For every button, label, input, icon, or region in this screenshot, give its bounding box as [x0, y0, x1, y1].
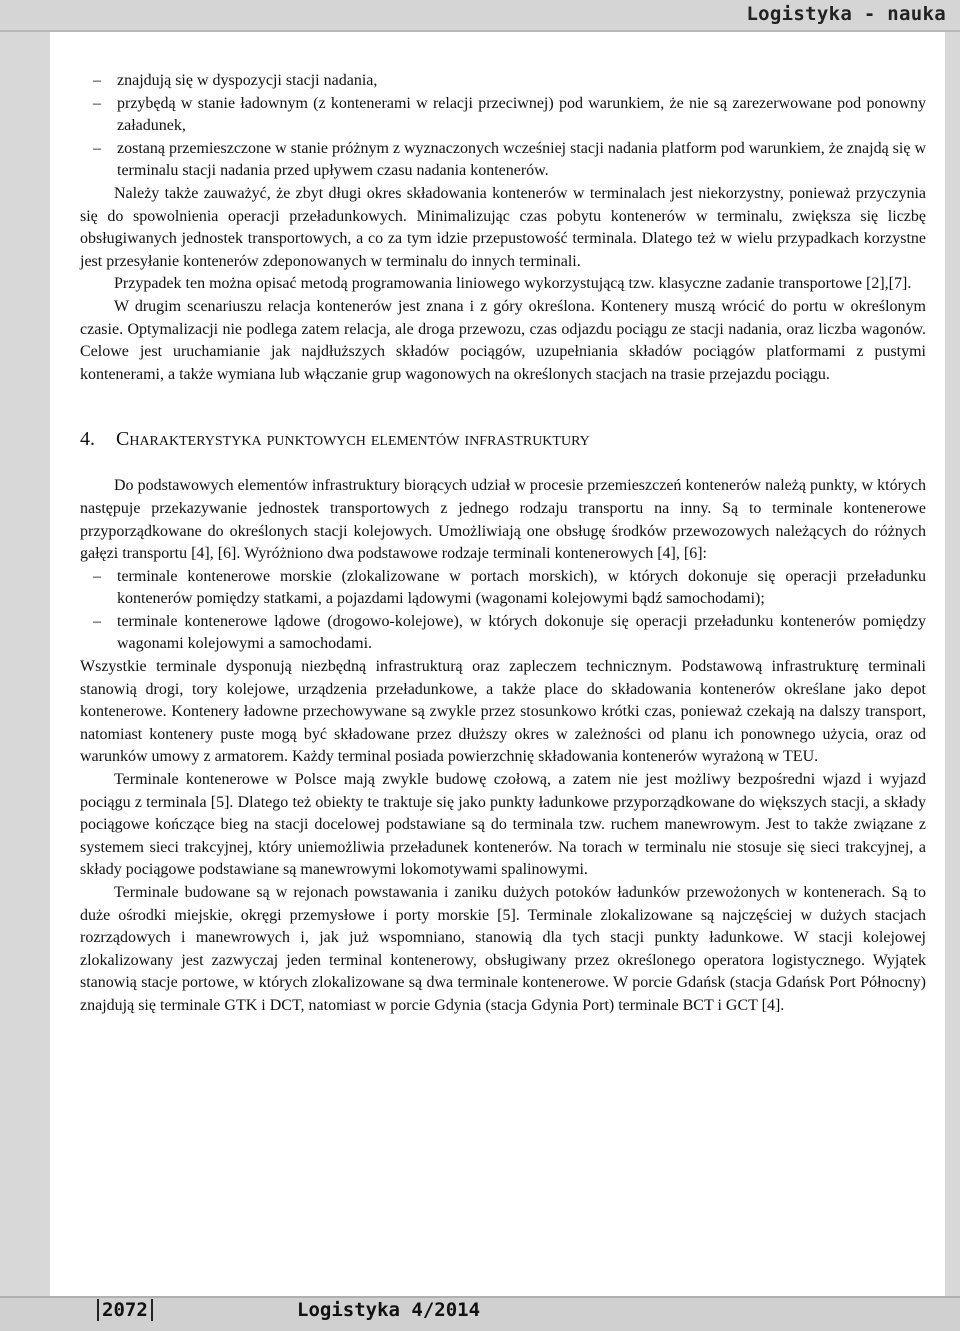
- right-margin-bar: [945, 32, 960, 1296]
- dash-icon: –: [93, 139, 101, 157]
- left-margin-bar: [0, 32, 50, 1296]
- bullet-list-section: [80, 566, 926, 656]
- section-number: 4.: [80, 428, 95, 451]
- list-item: – terminale kontenerowe lądowe (drogowo-kolejowe), w których dokonuje się operacji przeładunku kontenerów pomiędzy wagonami kolejowymi a samochodami.: [93, 612, 926, 653]
- dash-icon: –: [93, 72, 101, 89]
- list-item: – terminale kontenerowe morskie (zlokalizowane w portach morskich), w których dokonuje się operacji przeładunku kontenerów pomiędzy statkami, a pojazdami lądowymi (wagonami kolejowymi bądź samochodami);: [93, 567, 926, 608]
- list-item: – przybędą w stanie ładownym (z kontenerami w relacji przeciwnej) pod warunkiem, że nie są zarezerwowane pod ponowny załadunek,: [93, 94, 926, 135]
- header-band: [0, 0, 960, 32]
- list-item: – znajdują się w dyspozycji stacji nadania,: [80, 70, 926, 93]
- article-body: [80, 70, 926, 1018]
- dash-icon: –: [93, 94, 101, 112]
- paragraph: Przypadek ten można opisać metodą programowania liniowego wykorzystującą tzw. klasyczne zadanie transportowe [2],[7].: [114, 275, 912, 293]
- running-header-title: Logistyka - nauka: [746, 3, 946, 25]
- list-item: – zostaną przemieszczone w stanie próżnym z wyznaczonych wcześniej stacji nadania platform pod warunkiem, że znajdą się w terminalu stacji nadania przed upływem czasu nadania kontenerów.: [93, 139, 926, 180]
- dash-icon: –: [93, 567, 101, 585]
- dash-icon: –: [93, 612, 101, 630]
- section-heading: [80, 426, 926, 453]
- paragraph: Terminale budowane są w rejonach powstawania i zaniku dużych potoków ładunków przewożonych w kontenerach. Są to duże ośrodki miejskie, okręgi przemysłowe i porty morskie [5]. Terminale zlokalizowane są najczęściej w dużych stacjach rozrządowych i manewrowych i, jak już wspomniano, stanowią dla tych stacji punkty ładunkowe. W stacji kolejowej zlokalizowany jest zazwyczaj jeden terminal kontenerowy, obsługiwany przez określonego operatora logistycznego. Wyjątek stanowią stacje portowe, w których zlokalizowane są dwa terminale kontenerowe. W porcie Gdańsk (stacja Gdańsk Port Północny) znajdują się terminale GTK i DCT, natomiast w porcie Gdynia (stacja Gdynia Port) terminale BCT i GCT [4].: [80, 884, 926, 1014]
- paragraph: W drugim scenariuszu relacja kontenerów jest znana i z góry określona. Kontenery muszą wrócić do portu w określonym czasie. Optymalizacji nie podlega zatem relacja, ale droga przewozu, czas odjazdu pociągu ze stacji nadania, oraz liczba wagonów. Celowe jest uruchamianie jak najdłuższych składów pociągów, uzupełniania składów pociągów platformami z pustymi kontenerami, a także wymiana lub włączanie grup wagonowych na określonych stacjach na trasie przejazdu pociągu.: [80, 297, 926, 383]
- paragraph: Wszystkie terminale dysponują niezbędną infrastrukturą oraz zapleczem technicznym. Podstawową infrastrukturę terminali stanowią drogi, tory kolejowe, urządzenia przeładunkowe, a także place do składowania kontenerów określane jako depot kontenerowe. Kontenery ładowne przechowywane są zwykle przez stosunkowo krótki czas, ponieważ czekają na dalszy transport, natomiast kontenery puste mogą być składowane przez dłuższy okres w zależności od planu ich ponownego użycia, oraz od warunków umowy z armatorem. Każdy terminal posiada powierzchnię składowania kontenerów wyrażoną w TEU.: [80, 658, 926, 766]
- journal-name: Logistyka 4/2014: [297, 1299, 481, 1321]
- paragraph: Do podstawowych elementów infrastruktury biorących udział w procesie przemieszczeń kontenerów należą punkty, w których następuje przekazywanie jednostek transportowych z jednego rodzaju transportu na inny. Są to terminale kontenerowe przyporządkowane do określonych stacji kolejowych. Umożliwiają one obsługę środków przewozowych należących do różnych gałęzi transportu [4], [6]. Wyróżniono dwa podstawowe rodzaje terminali kontenerowych [4], [6]:: [80, 477, 926, 563]
- paragraph: Terminale kontenerowe w Polsce mają zwykle budowę czołową, a zatem nie jest możliwy bezpośredni wjazd i wyjazd pociągu z terminala [5]. Dlatego też obiekty te traktuje się jako punkty ładunkowe przyporządkowane do większych stacji, a składy pociągowe kończące bieg na stacji docelowej podstawiane są do terminala tzw. ruchem manewrowym. Jest to także związane z systemem sieci trakcyjnej, który uniemożliwia przeładunek kontenerów. Na torach w terminalu nie stosuje się sieci trakcyjnej, a składy pociągowe podstawiane są manewrowymi lokomotywami spalinowymi.: [80, 771, 926, 879]
- section-title: Charakterystyka punktowych elementów infrastruktury: [116, 428, 590, 451]
- page-number: 2072: [97, 1299, 153, 1321]
- bullet-list-top: [80, 70, 926, 183]
- paragraph: Należy także zauważyć, że zbyt długi okres składowania kontenerów w terminalach jest niekorzystny, ponieważ przyczynia się do spowolnienia operacji przeładunkowych. Minimalizując czas pobytu kontenerów w terminalu, zwiększa się liczbę obsługiwanych jednostek transportowych, a co za tym idzie przepustowość terminala. Dlatego też w wielu przypadkach korzystne jest przesyłanie kontenerów zdeponowanych w terminalu do innych terminali.: [80, 184, 926, 270]
